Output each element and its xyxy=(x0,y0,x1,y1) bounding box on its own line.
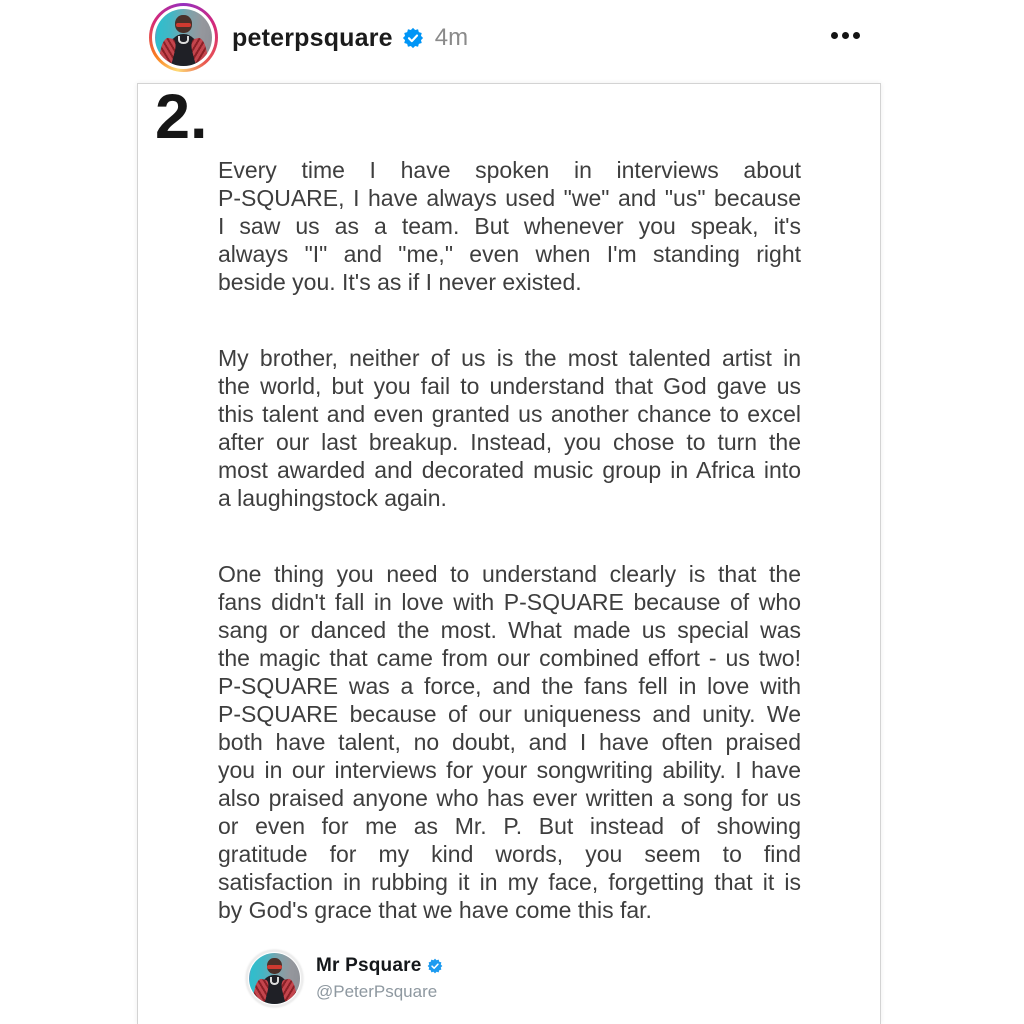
letter-line: both have talent, no doubt, and I have often praised xyxy=(218,729,801,755)
letter-line: One thing you need to understand clearly is that the xyxy=(218,561,801,587)
tweet-handle: @PeterPsquare xyxy=(316,982,438,1001)
ellipsis-dot xyxy=(831,32,838,39)
letter-line: P-SQUARE, I have always used "we" and "us" because xyxy=(218,185,801,211)
letter-line: the world, but you fail to understand that God gave us xyxy=(218,373,801,399)
tweet-avatar xyxy=(246,950,303,1007)
tweet-attribution xyxy=(246,950,443,1007)
profile-avatar[interactable] xyxy=(149,3,218,72)
letter-line: by God's grace that we have come this far. xyxy=(218,897,652,923)
letter-line: a laughingstock again. xyxy=(218,485,447,511)
letter-line: P-SQUARE because of our uniqueness and unity. We xyxy=(218,701,801,727)
letter-paragraph xyxy=(218,560,801,924)
page-number: 2. xyxy=(155,82,208,152)
letter-text xyxy=(218,156,801,924)
avatar-photo-shape xyxy=(270,977,279,985)
letter-line: Every time I have spoken in interviews about xyxy=(218,157,801,183)
post-header xyxy=(0,0,1024,83)
letter-line: always "I" and "me," even when I'm standing right xyxy=(218,241,801,267)
ellipsis-dot xyxy=(853,32,860,39)
tweet-avatar-photo xyxy=(249,953,300,1004)
post-image-card[interactable] xyxy=(137,83,881,1024)
avatar-photo-shape xyxy=(267,965,281,969)
letter-line: fans didn't fall in love with P-SQUARE because of who xyxy=(218,589,801,615)
header-title-row xyxy=(232,20,468,56)
ellipsis-dot xyxy=(842,32,849,39)
letter-line: satisfaction in rubbing it in my face, forgetting that it is xyxy=(218,869,801,895)
letter-line: My brother, neither of us is the most talented artist in xyxy=(218,345,801,371)
letter-line: most awarded and decorated music group in Africa into xyxy=(218,457,801,483)
avatar-photo xyxy=(155,9,212,66)
verified-badge-icon xyxy=(427,958,443,974)
letter-line: sang or danced the most. What made us special was xyxy=(218,617,801,643)
letter-paragraph xyxy=(218,156,801,296)
letter-line: this talent and even granted us another chance to excel xyxy=(218,401,801,427)
avatar-photo-shape xyxy=(176,23,192,28)
letter-line: you in our interviews for your songwriting ability. I have xyxy=(218,757,801,783)
verified-badge-icon xyxy=(402,27,424,49)
letter-line: P-SQUARE was a force, and the fans fell in love with xyxy=(218,673,801,699)
more-options-button[interactable] xyxy=(827,24,864,47)
letter-line: gratitude for my kind words, you seem to find xyxy=(218,841,801,867)
letter-line: the magic that came from our combined effort - us two! xyxy=(218,645,801,671)
letter-paragraph xyxy=(218,344,801,512)
username[interactable]: peterpsquare xyxy=(232,23,393,52)
letter-line: also praised anyone who has ever written a song for us xyxy=(218,785,801,811)
letter-line: beside you. It's as if I never existed. xyxy=(218,269,582,295)
avatar-photo-shape xyxy=(178,36,188,45)
tweet-display-name: Mr Psquare xyxy=(316,955,422,976)
tweet-author-block xyxy=(316,955,443,1002)
tweet-name-row xyxy=(316,955,443,977)
post-timestamp: 4m xyxy=(434,24,469,51)
letter-line: I saw us as a team. But whenever you speak, it's xyxy=(218,213,801,239)
letter-line: after our last breakup. Instead, you chose to turn the xyxy=(218,429,801,455)
letter-line: or even for me as Mr. P. But instead of showing xyxy=(218,813,801,839)
